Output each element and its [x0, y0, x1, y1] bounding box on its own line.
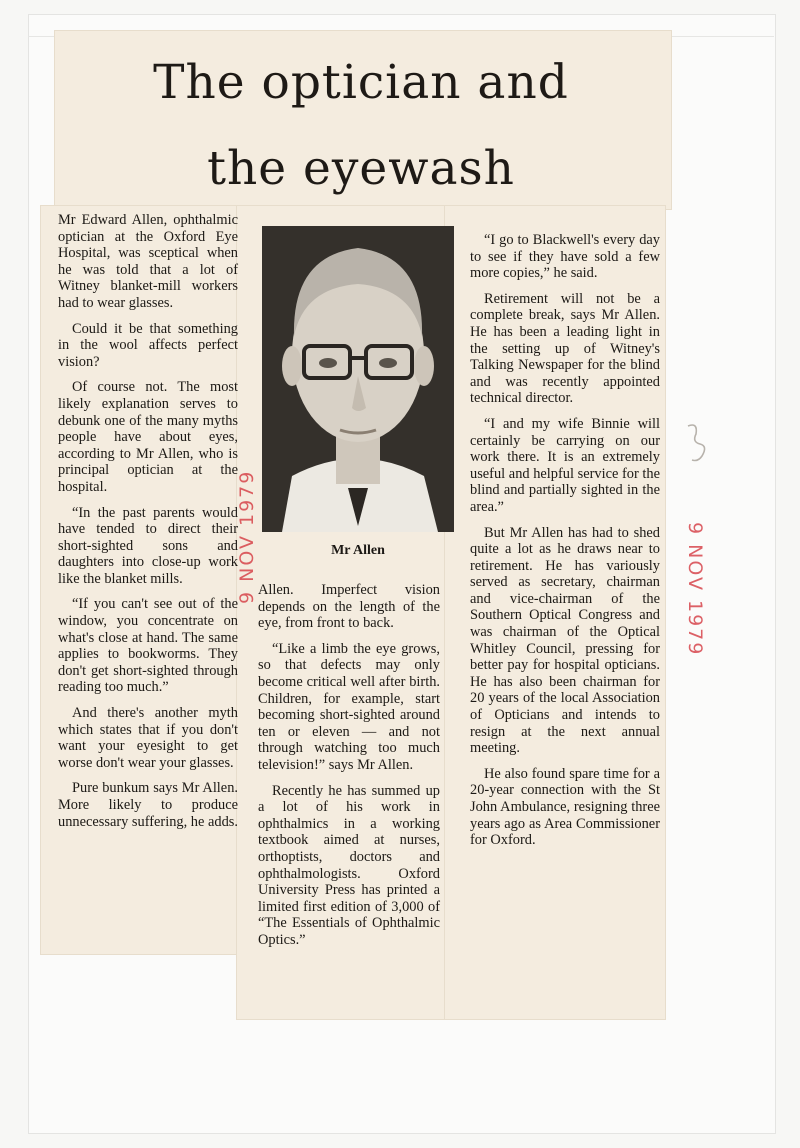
article-column-3: [470, 232, 660, 858]
headline: [56, 40, 666, 212]
paragraph: “If you can't see out of the window, you concentrate on what's close at hand. The same applies to bookworms. They don't get short-sighted through reading too much.”: [58, 596, 238, 696]
paragraph: Could it be that something in the wool affects perfect vision?: [58, 320, 238, 370]
paragraph: Mr Edward Allen, ophthalmic optician at the Oxford Eye Hospital, was sceptical when he was told that a lot of Witney blanket-mill workers had to wear glasses.: [58, 212, 238, 311]
paragraph: Pure bunkum says Mr Allen. More likely to produce unnecessary suffering, he adds.: [58, 780, 238, 830]
paragraph: Allen. Imperfect vision depends on the length of the eye, from front to back.: [258, 582, 440, 632]
date-stamp-left: 9 NOV 1979: [236, 469, 258, 604]
paragraph: “In the past parents would have tended to direct their short-sighted sons and daughters into close-up work like the blanket mills.: [58, 504, 238, 587]
paragraph: And there's another myth which states that if you don't want your eyesight to get worse don't wear your glasses.: [58, 705, 238, 771]
paragraph: “I go to Blackwell's every day to see if they have sold a few more copies,” he said.: [470, 232, 660, 282]
headline-line-1: The optician and: [153, 55, 569, 110]
paragraph: Recently he has summed up a lot of his work in ophthalmics in a working textbook aimed at nurses, orthoptists, doctors and ophthalmologists. Oxford University Press has printed a limited first edition of 3,000 of “The Essentials of Ophthalmic Optics.”: [258, 782, 440, 948]
date-stamp-right: 9 NOV 1979: [684, 522, 706, 657]
article-column-1: [58, 212, 238, 839]
paragraph: He also found spare time for a 20-year connection with the St John Ambulance, resigning three years ago as Area Commissioner for Oxford.: [470, 765, 660, 849]
pencil-mark-icon: [684, 420, 714, 464]
article-column-2: [258, 582, 440, 957]
paragraph: “Like a limb the eye grows, so that defects may only become critical well after birth. Children, for example, start becoming short-sighted around ten or eleven — and not through watching too much television!” says Mr Allen.: [258, 640, 440, 773]
paragraph: But Mr Allen has had to shed quite a lot as he draws near to retirement. He has variously served as secretary, chairman and vice-chairman of the Southern Optical Congress and was chairman of the Optical Whitley Council, pressing for better pay for hospital opticians. He has also been chairman for 20 years of the local Association of Opticians and intends to resign at the next annual meeting.: [470, 524, 660, 757]
portrait-illustration: [262, 226, 454, 532]
paragraph: Of course not. The most likely explanation serves to debunk one of the many myths people have about eyes, according to Mr Allen, who is principal optician at the hospital.: [58, 379, 238, 495]
headline-line-2: the eyewash: [207, 141, 515, 196]
paragraph: “I and my wife Binnie will certainly be carrying on our work there. It is an extremely useful and helpful service for the blind and partially sighted in the area.”: [470, 415, 660, 515]
portrait-photo: [262, 226, 454, 532]
paragraph: Retirement will not be a complete break, says Mr Allen. He has been a leading light in the setting up of Witney's Talking Newspaper for the blind and was recently appointed technical director.: [470, 290, 660, 407]
photo-caption: Mr Allen: [331, 543, 385, 558]
